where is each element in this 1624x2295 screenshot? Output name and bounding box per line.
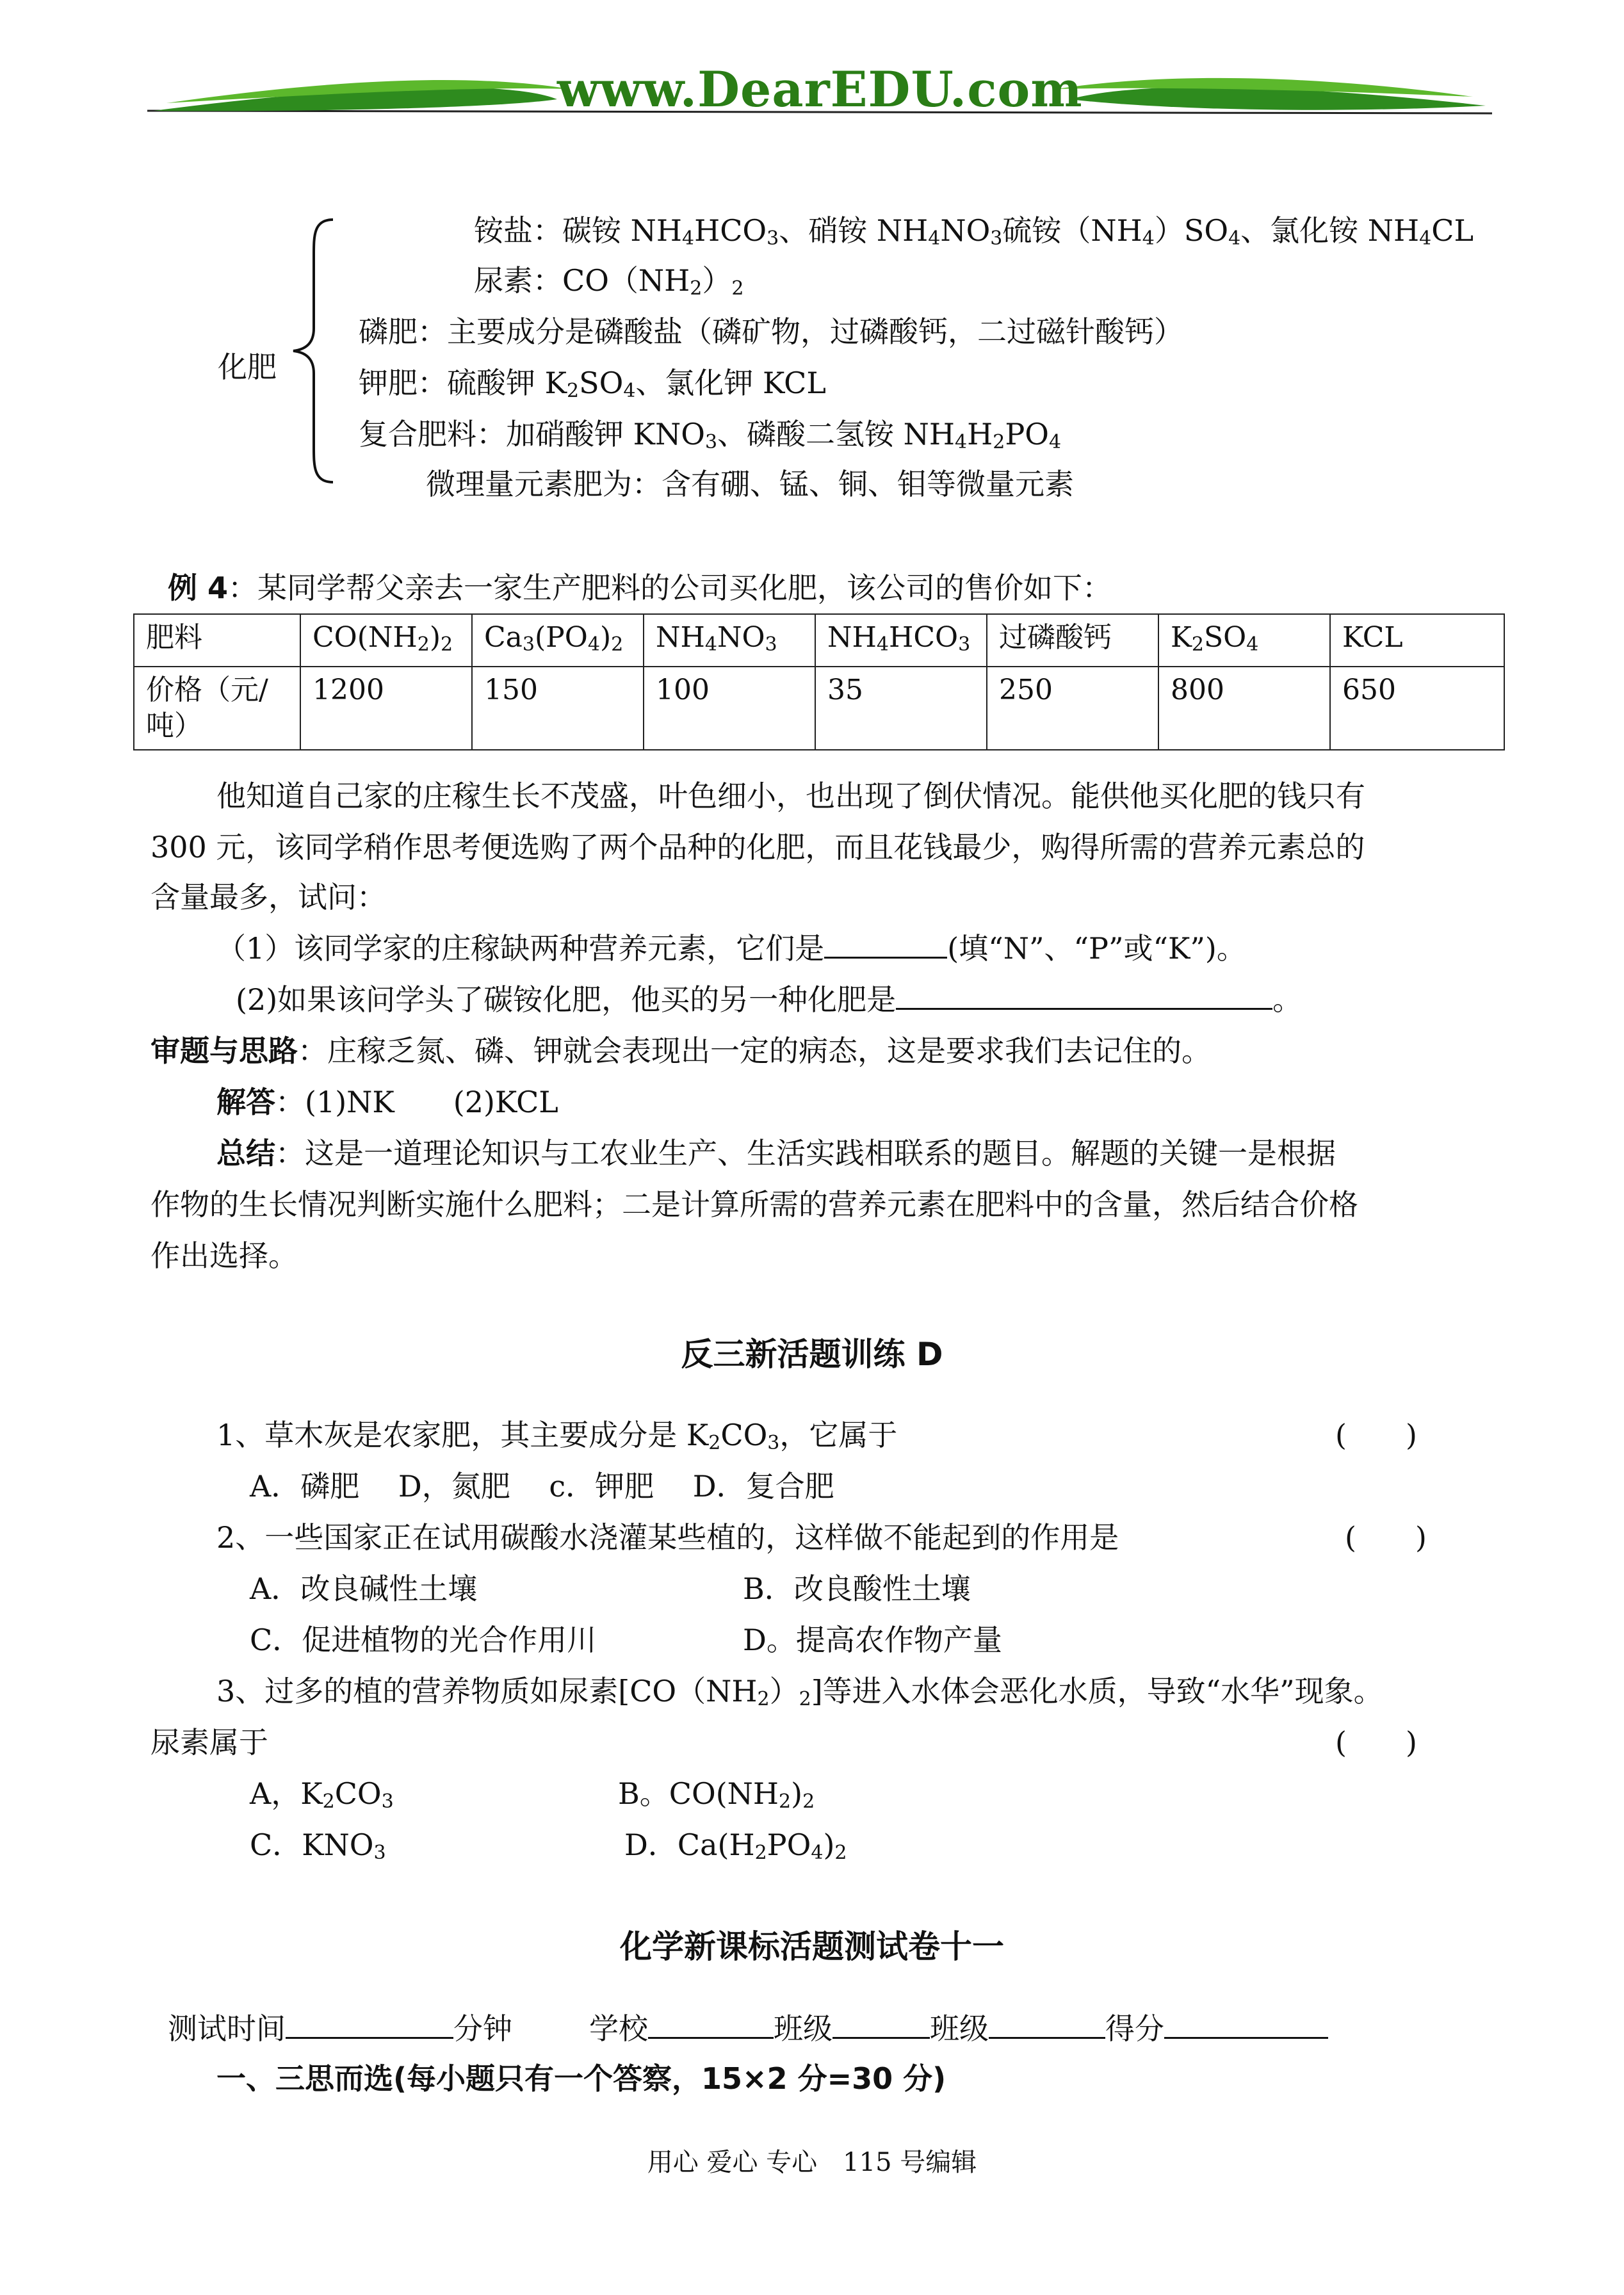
table-cell: 100 <box>644 667 815 750</box>
summary-line: 作出选择。 <box>150 1238 298 1273</box>
practice-title: 反三新活题训练 D <box>681 1336 943 1373</box>
practice-question-2: 2、一些国家正在试用碳酸水浇灌某些植的，这样做不能起到的作用是 <box>216 1520 1119 1555</box>
test-info-fields: 测试时间 分钟 学校 班级 班级 得分 <box>168 2011 1328 2047</box>
summary-label: 总结 <box>216 1136 275 1171</box>
table-cell: 250 <box>987 667 1158 750</box>
table-cell: 150 <box>472 667 644 750</box>
score-blank[interactable] <box>1164 2011 1328 2039</box>
answer-blank[interactable] <box>824 931 947 959</box>
answer-line: 解答：(1)NK (2)KCL <box>216 1085 558 1119</box>
table-cell: 价格（元/吨） <box>134 667 300 750</box>
answer-blank[interactable] <box>896 982 1272 1010</box>
question-2: (2)如果该问学头了碳铵化肥，他买的另一种化肥是 。 <box>236 982 1303 1017</box>
phosphate-fertilizer-line: 磷肥：主要成分是磷酸盐（磷矿物，过磷酸钙，二过磁针酸钙） <box>359 314 1183 349</box>
potash-fertilizer-line: 钾肥：硫酸钾 $K_2SO_4$、氯化钾 KCL <box>359 366 826 402</box>
school-blank[interactable] <box>648 2011 774 2039</box>
practice-question-1: 1、草木灰是农家肥，其主要成分是 $K_2CO_3$，它属于 <box>216 1418 898 1454</box>
example-paragraph-line: 他知道自己家的庄稼生长不茂盛，叶色细小，也出现了倒伏情况。能供他买化肥的钱只有 <box>216 779 1365 813</box>
table-cell: KCL <box>1330 614 1504 667</box>
example-intro: 例 4：某同学帮父亲去一家生产肥料的公司买化肥，该公司的售价如下： <box>168 571 1112 605</box>
test-title: 化学新课标活题测试卷十一 <box>620 1928 1004 1965</box>
class-blank[interactable] <box>832 2011 930 2039</box>
table-cell: $K_2SO_4$ <box>1158 614 1330 667</box>
practice-q1-options: A．磷肥 D，氮肥 c．钾肥 D．复合肥 <box>250 1469 834 1504</box>
fertilizer-root-label: 化肥 <box>218 350 277 384</box>
option-d: D。提高农作物产量 <box>743 1623 1002 1657</box>
option-a: A，$K_2CO_3$ <box>250 1776 394 1813</box>
option-b: B。$CO(NH_2)_2$ <box>618 1776 815 1813</box>
table-cell: 650 <box>1330 667 1504 750</box>
micro-element-line: 微理量元素肥为：含有硼、锰、铜、钼等微量元素 <box>426 467 1074 501</box>
summary-line: 总结：这是一道理论知识与工农业生产、生活实践相联系的题目。解题的关键一是根据 <box>216 1136 1336 1171</box>
table-cell: 35 <box>815 667 987 750</box>
price-table <box>133 613 1505 750</box>
section-heading: 一、三思而选(每小题只有一个答察，15×2 分=30 分) <box>216 2061 946 2096</box>
table-cell: $NH_4NO_3$ <box>644 614 815 667</box>
urea-line: 尿素：$CO(NH_2)_2$ <box>474 263 744 300</box>
compound-fertilizer-line: 复合肥料：加硝酸钾 $KNO_3$、磷酸二氢铵 $NH_4H_2PO_4$ <box>359 417 1062 453</box>
class-blank-2[interactable] <box>989 2011 1105 2039</box>
analysis-line: 审题与思路：庄稼乏氮、磷、钾就会表现出一定的病态，这是要求我们去记住的。 <box>150 1034 1211 1068</box>
answer-label: 解答 <box>216 1085 275 1119</box>
summary-line: 作物的生长情况判断实施什么肥料；二是计算所需的营养元素在肥料中的含量，然后结合价格 <box>150 1187 1358 1222</box>
table-cell: $CO(NH_2)_2$ <box>300 614 472 667</box>
option-c: C．$KNO_3$ <box>250 1828 386 1864</box>
example-label: 例 4 <box>168 571 229 605</box>
practice-question-3: 3、过多的植的营养物质如尿素$[CO(NH_2)_2]$等进入水体会恶化水质，导致“水华”现象。 <box>216 1674 1383 1710</box>
question-1: （1）该同学家的庄稼缺两种营养元素，它们是 (填“N”、“P”或“K”)。 <box>216 931 1246 966</box>
curly-brace-icon <box>288 216 339 485</box>
site-name: www.DearEDU.com <box>557 61 1083 118</box>
analysis-label: 审题与思路 <box>150 1034 298 1068</box>
option-b: B．改良酸性土壤 <box>743 1571 971 1606</box>
option-c: C．促进植物的光合作用川 <box>250 1623 597 1657</box>
example-paragraph-line: 300 元，该同学稍作思考便选购了两个品种的化肥，而且花钱最少，购得所需的营养元素总的 <box>150 830 1365 864</box>
table-cell: $Ca_3(PO_4)_2$ <box>472 614 644 667</box>
table-cell: 肥料 <box>134 614 300 667</box>
example-paragraph-line: 含量最多，试问： <box>150 880 386 914</box>
table-cell: $NH_4HCO_3$ <box>815 614 987 667</box>
table-row <box>134 667 1504 750</box>
site-banner <box>147 61 1492 131</box>
option-d: D．$Ca(H_2PO_4)_2$ <box>624 1828 847 1864</box>
time-blank[interactable] <box>286 2011 453 2039</box>
answer-bracket[interactable]: ( ) <box>1335 1725 1417 1760</box>
ammonium-salt-line: 铵盐：碳铵 $NH_4HCO_3$、硝铵 $NH_4NO_3$硫铵$(NH_4)SO_4$、氯化铵 $NH_4CL$ <box>474 213 1474 250</box>
table-cell: 800 <box>1158 667 1330 750</box>
page-footer: 用心 爱心 专心 115 号编辑 <box>647 2148 977 2177</box>
practice-question-3-cont: 尿素属于 <box>150 1725 268 1760</box>
table-row <box>134 614 1504 667</box>
answer-bracket[interactable]: ( ) <box>1345 1520 1427 1555</box>
table-cell: 过磷酸钙 <box>987 614 1158 667</box>
answer-bracket[interactable]: ( ) <box>1335 1418 1417 1452</box>
option-a: A．改良碱性土壤 <box>250 1571 478 1606</box>
table-cell: 1200 <box>300 667 472 750</box>
